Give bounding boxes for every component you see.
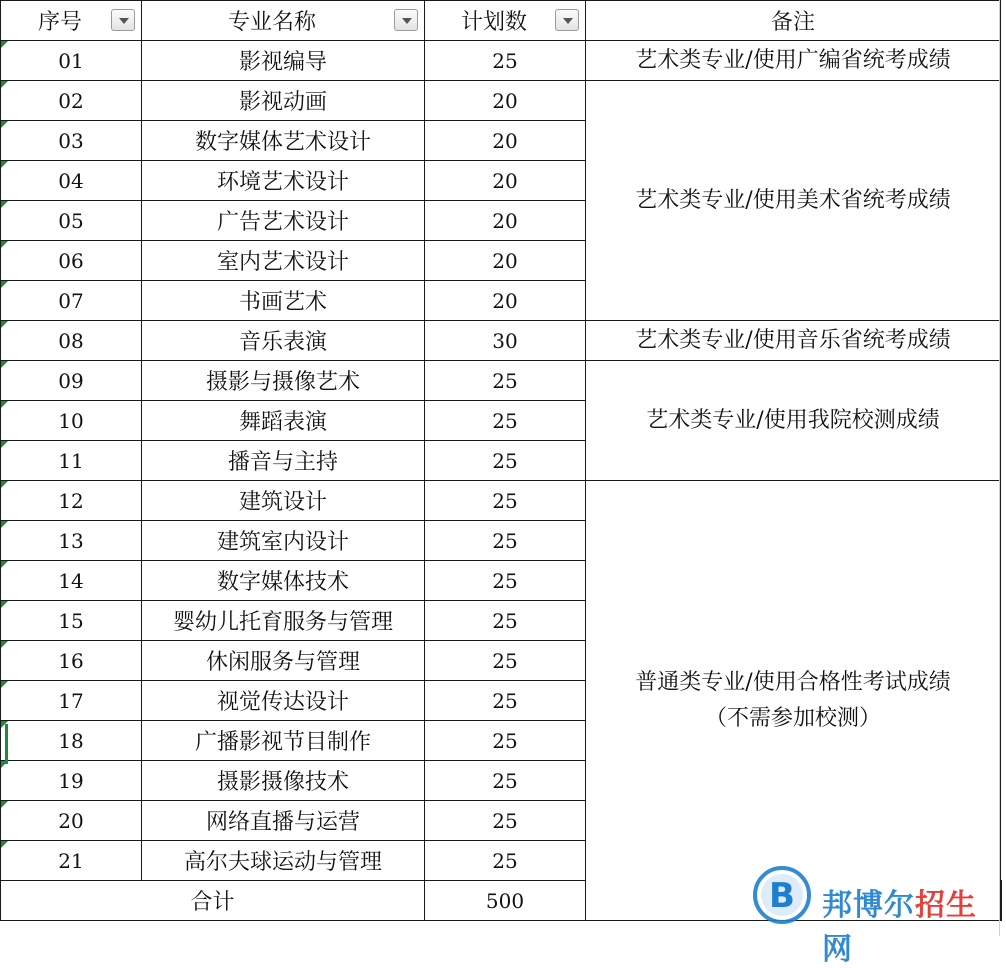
plan-count-cell[interactable]: 20 [425, 161, 586, 201]
plan-count-cell[interactable]: 20 [425, 201, 586, 241]
seq-cell[interactable]: 07 [1, 281, 142, 321]
seq-cell[interactable]: 21 [1, 841, 142, 881]
seq-cell[interactable]: 10 [1, 401, 142, 441]
plan-count-cell[interactable]: 20 [425, 121, 586, 161]
filter-dropdown-icon[interactable] [394, 9, 418, 31]
note-cell[interactable]: 艺术类专业/使用广编省统考成绩 [586, 41, 1001, 81]
seq-cell[interactable]: 02 [1, 81, 142, 121]
filter-dropdown-icon[interactable] [111, 9, 135, 31]
major-name-cell[interactable]: 播音与主持 [142, 441, 425, 481]
seq-cell[interactable]: 13 [1, 521, 142, 561]
major-name-cell[interactable]: 广播影视节目制作 [142, 721, 425, 761]
major-name-cell[interactable]: 建筑室内设计 [142, 521, 425, 561]
total-label-cell[interactable]: 合计 [1, 881, 425, 921]
table-row [1, 41, 1002, 81]
plan-count-cell[interactable]: 25 [425, 401, 586, 441]
seq-cell[interactable]: 05 [1, 201, 142, 241]
note-cell[interactable]: 艺术类专业/使用音乐省统考成绩 [586, 321, 1001, 361]
table-row [1, 481, 1002, 521]
plan-count-cell[interactable]: 25 [425, 361, 586, 401]
seq-cell[interactable]: 18 [1, 721, 142, 761]
major-name-cell[interactable]: 高尔夫球运动与管理 [142, 841, 425, 881]
plan-count-cell[interactable]: 25 [425, 441, 586, 481]
major-name-cell[interactable]: 视觉传达设计 [142, 681, 425, 721]
major-name-cell[interactable]: 数字媒体艺术设计 [142, 121, 425, 161]
major-name-cell[interactable]: 数字媒体技术 [142, 561, 425, 601]
brand-logo-icon [752, 860, 824, 930]
seq-cell[interactable]: 03 [1, 121, 142, 161]
plan-count-cell[interactable]: 25 [425, 561, 586, 601]
plan-count-cell[interactable]: 30 [425, 321, 586, 361]
plan-count-cell[interactable]: 25 [425, 641, 586, 681]
header-note[interactable]: 备注 [586, 1, 1001, 41]
seq-cell[interactable]: 08 [1, 321, 142, 361]
major-name-cell[interactable]: 休闲服务与管理 [142, 641, 425, 681]
header-seq[interactable]: 序号 [1, 1, 142, 41]
plan-count-cell[interactable]: 25 [425, 41, 586, 81]
seq-cell[interactable]: 15 [1, 601, 142, 641]
seq-cell[interactable]: 09 [1, 361, 142, 401]
plan-count-cell[interactable]: 20 [425, 241, 586, 281]
logo-letter: B [769, 876, 795, 916]
major-name-cell[interactable]: 摄影摄像技术 [142, 761, 425, 801]
filter-dropdown-icon[interactable] [555, 9, 579, 31]
major-name-cell[interactable]: 舞蹈表演 [142, 401, 425, 441]
plan-count-cell[interactable]: 25 [425, 681, 586, 721]
active-cell-indicator [5, 724, 8, 764]
plan-count-cell[interactable]: 25 [425, 801, 586, 841]
plan-count-cell[interactable]: 25 [425, 521, 586, 561]
major-name-cell[interactable]: 影视编导 [142, 41, 425, 81]
seq-cell[interactable]: 11 [1, 441, 142, 481]
seq-cell[interactable]: 19 [1, 761, 142, 801]
seq-cell[interactable]: 01 [1, 41, 142, 81]
watermark-text: 邦博尔招生网 [822, 888, 977, 967]
major-name-cell[interactable]: 网络直播与运营 [142, 801, 425, 841]
seq-cell[interactable]: 17 [1, 681, 142, 721]
total-value-cell[interactable]: 500 [425, 881, 586, 921]
plan-count-cell[interactable]: 25 [425, 841, 586, 881]
major-name-cell[interactable]: 摄影与摄像艺术 [142, 361, 425, 401]
header-name[interactable]: 专业名称 [142, 1, 425, 41]
major-name-cell[interactable]: 婴幼儿托育服务与管理 [142, 601, 425, 641]
seq-cell[interactable]: 16 [1, 641, 142, 681]
major-name-cell[interactable]: 影视动画 [142, 81, 425, 121]
seq-cell[interactable]: 12 [1, 481, 142, 521]
major-name-cell[interactable]: 环境艺术设计 [142, 161, 425, 201]
column-edge-divider [999, 0, 1000, 936]
seq-cell[interactable]: 20 [1, 801, 142, 841]
major-name-cell[interactable]: 音乐表演 [142, 321, 425, 361]
header-plan[interactable]: 计划数 [425, 1, 586, 41]
note-line: 普通类专业/使用合格性考试成绩 [635, 669, 951, 695]
watermark-logo [752, 860, 1002, 967]
table-row [1, 81, 1002, 121]
seq-cell[interactable]: 14 [1, 561, 142, 601]
note-cell[interactable] [586, 481, 1001, 921]
plan-count-cell[interactable]: 25 [425, 481, 586, 521]
note-cell[interactable]: 艺术类专业/使用我院校测成绩 [586, 361, 1001, 481]
plan-count-cell[interactable]: 25 [425, 601, 586, 641]
major-name-cell[interactable]: 广告艺术设计 [142, 201, 425, 241]
header-row [1, 1, 1002, 41]
plan-count-cell[interactable]: 25 [425, 721, 586, 761]
table-row [1, 361, 1002, 401]
seq-cell[interactable]: 06 [1, 241, 142, 281]
note-line: （不需参加校测） [704, 705, 881, 731]
major-name-cell[interactable]: 建筑设计 [142, 481, 425, 521]
table-row [1, 321, 1002, 361]
plan-count-cell[interactable]: 20 [425, 81, 586, 121]
major-name-cell[interactable]: 书画艺术 [142, 281, 425, 321]
major-name-cell[interactable]: 室内艺术设计 [142, 241, 425, 281]
note-cell[interactable]: 艺术类专业/使用美术省统考成绩 [586, 81, 1001, 321]
plan-count-cell[interactable]: 20 [425, 281, 586, 321]
seq-cell[interactable]: 04 [1, 161, 142, 201]
plan-count-cell[interactable]: 25 [425, 761, 586, 801]
